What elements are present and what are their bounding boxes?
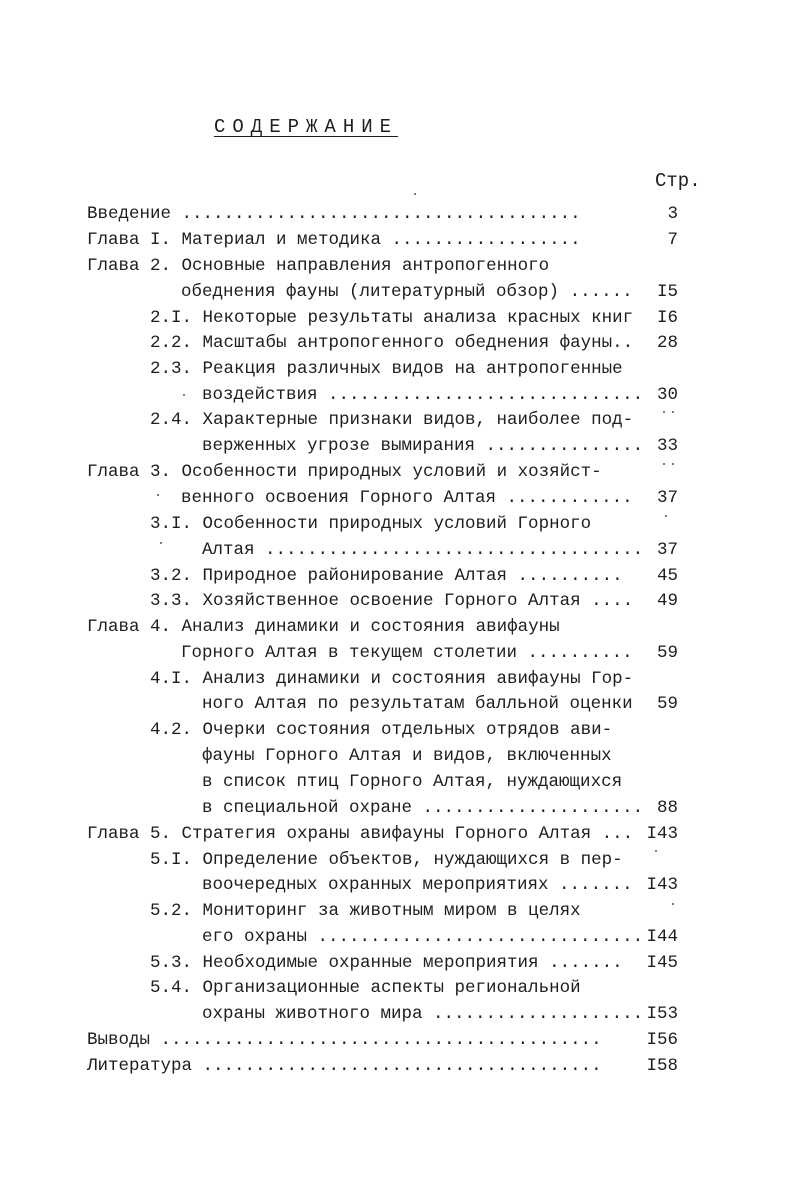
scan-speck [665,515,667,517]
toc-entry-text: верженных угрозе вымирания ............... [202,436,644,456]
page-title: СОДЕРЖАНИЕ [214,116,399,138]
toc-entry-section-5-1-cont[interactable] [0,873,792,897]
toc-entry-page: 37 [656,540,678,560]
scan-speck [672,411,674,413]
toc-entry-section-4-1[interactable] [0,667,792,691]
toc-entry-chapter-1[interactable] [0,228,792,252]
scan-speck [672,903,674,905]
toc-entry-section-4-2[interactable] [0,718,792,742]
toc-entry-page: 88 [656,798,678,818]
toc-entry-page: 30 [656,385,678,405]
toc-entry-text: воздействия .............................. [202,385,644,405]
toc-entry-section-3-1[interactable] [0,512,792,536]
toc-entry-section-2-3-cont[interactable] [0,383,792,407]
toc-entry-page: I44 [646,927,678,947]
toc-entry-page: 7 [667,230,678,250]
toc-entry-text: в список птиц Горного Алтая, нуждающихся [202,772,623,792]
toc-entry-text: 5.I. Определение объектов, нуждающихся в пер- [150,850,623,870]
toc-entry-text: 3.I. Особенности природных условий Горного [150,514,592,534]
toc-entry-section-2-1[interactable] [0,306,792,330]
toc-entry-section-2-4-cont[interactable] [0,434,792,458]
toc-entry-chapter-2-cont[interactable] [0,280,792,304]
toc-entry-page: I5 [656,282,678,302]
toc-entry-page: 33 [656,436,678,456]
toc-entry-text: Глава 5. Стратегия охраны авифауны Горного Алтая ... [87,824,634,844]
toc-entry-text: Литература ...................................... [87,1056,602,1076]
toc-entry-section-5-3[interactable] [0,951,792,975]
scan-speck [655,850,657,852]
toc-entry-page: I45 [646,953,678,973]
toc-entry-section-3-1-cont[interactable] [0,538,792,562]
toc-entry-text: Глава 2. Основные направления антропогенного [87,256,550,276]
toc-entry-page: 28 [656,333,678,353]
scan-speck [183,394,185,396]
toc-entry-introduction[interactable] [0,202,792,226]
toc-entry-text: охраны животного мира .................... [202,1004,644,1024]
toc-entry-text: ного Алтая по результатам балльной оценки [202,694,633,714]
toc-entry-chapter-5[interactable] [0,822,792,846]
toc-entry-text: его охраны ............................... [202,927,644,947]
toc-entry-section-5-4-cont[interactable] [0,1002,792,1026]
toc-entry-text: 3.3. Хозяйственное освоение Горного Алтая .... [150,591,634,611]
toc-entry-text: 5.2. Мониторинг за животным миром в целях [150,901,581,921]
toc-entry-page: 37 [656,488,678,508]
toc-entry-text: 2.3. Реакция различных видов на антропогенные [150,359,623,379]
toc-entry-text: воочередных охранных мероприятиях ....... [202,875,633,895]
toc-entry-text: в специальной охране ..................... [202,798,644,818]
toc-entry-section-2-2[interactable] [0,331,792,355]
toc-entry-text: Глава 3. Особенности природных условий и хозяйст- [87,462,602,482]
toc-entry-page: I6 [656,308,678,328]
toc-entry-chapter-3-cont[interactable] [0,486,792,510]
toc-entry-page: 59 [656,694,678,714]
toc-entry-text: Выводы .......................................... [87,1030,602,1050]
toc-entry-text: 2.I. Некоторые результаты анализа красных книг [150,308,634,328]
toc-entry-text: обеднения фауны (литературный обзор) ...... [181,282,633,302]
toc-entry-section-4-2-cont[interactable] [0,744,792,768]
toc-entry-text: венного освоения Горного Алтая ............ [181,488,633,508]
toc-entry-chapter-4-cont[interactable] [0,641,792,665]
scan-speck [672,463,674,465]
toc-entry-conclusions[interactable] [0,1028,792,1052]
toc-entry-section-5-1[interactable] [0,848,792,872]
toc-entry-text: Горного Алтая в текущем столетии .......... [181,643,633,663]
toc-entry-section-5-4[interactable] [0,976,792,1000]
page-column-header: Стр. [655,170,701,192]
scan-speck [663,411,665,413]
toc-entry-section-4-1-cont[interactable] [0,692,792,716]
toc-entry-text: Глава I. Материал и методика .................. [87,230,581,250]
toc-entry-page: 3 [667,204,678,224]
toc-entry-page: 45 [656,566,678,586]
toc-entry-text: 3.2. Природное районирование Алтая .......... [150,566,623,586]
toc-entry-section-5-2-cont[interactable] [0,925,792,949]
scan-speck [157,494,159,496]
toc-entry-text: Глава 4. Анализ динамики и состояния авифауны [87,617,560,637]
toc-entry-page: I58 [646,1056,678,1076]
toc-entry-section-3-3[interactable] [0,589,792,613]
toc-entry-text: 5.3. Необходимые охранные мероприятия ....... [150,953,623,973]
toc-entry-page: 49 [656,591,678,611]
scan-speck [160,542,162,544]
scan-speck [663,463,665,465]
toc-entry-page: I43 [646,824,678,844]
toc-entry-section-3-2[interactable] [0,564,792,588]
toc-entry-section-4-2-cont[interactable] [0,796,792,820]
toc-entry-text: 4.I. Анализ динамики и состояния авифауны Гор- [150,669,634,689]
toc-entry-text: 5.4. Организационные аспекты региональной [150,978,581,998]
toc-entry-text: 2.2. Масштабы антропогенного обеднения фауны.. [150,333,634,353]
toc-entry-text: Введение ...................................... [87,204,581,224]
toc-entry-text: 2.4. Характерные признаки видов, наиболее под- [150,410,634,430]
toc-entry-page: I56 [646,1030,678,1050]
toc-entry-chapter-4[interactable] [0,615,792,639]
toc-entry-text: фауны Горного Алтая и видов, включенных [202,746,612,766]
scan-speck [414,193,416,195]
toc-entry-chapter-2[interactable] [0,254,792,278]
toc-entry-section-2-3[interactable] [0,357,792,381]
toc-entry-literature[interactable] [0,1054,792,1078]
toc-entry-section-4-2-cont[interactable] [0,770,792,794]
toc-entry-page: 59 [656,643,678,663]
toc-entry-text: 4.2. Очерки состояния отдельных отрядов ави- [150,720,613,740]
toc-entry-page: I53 [646,1004,678,1024]
toc-entry-page: I43 [646,875,678,895]
toc-entry-text: Алтая .................................... [202,540,644,560]
